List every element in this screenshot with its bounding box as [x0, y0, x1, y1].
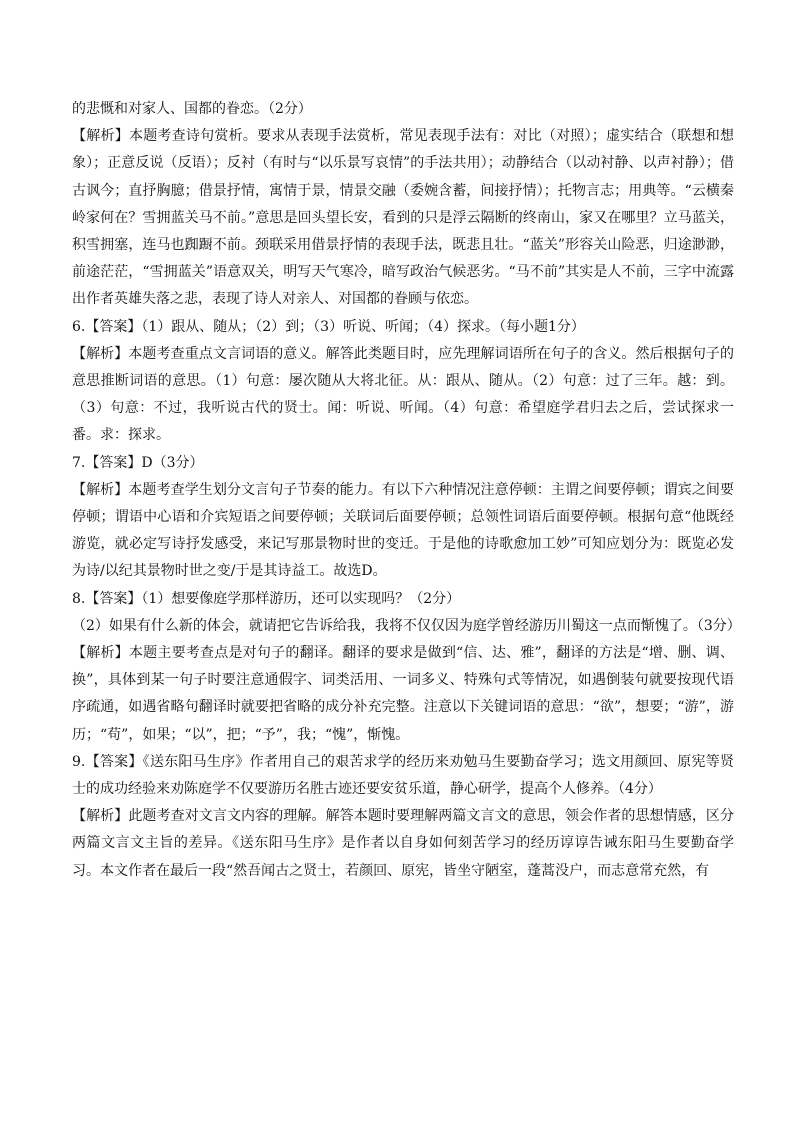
paragraph-analysis-5: 【解析】本题考查诗句赏析。要求从表现手法赏析，常见表现手法有：对比（对照）；虚实结合（联想和想象）；正意反说（反语）；反衬（有时与“以乐景写哀情”的手法共用）；动静结合（以动衬静、以声衬静）；借古讽今；直抒胸臆；借景抒情，寓情于景，情景交融（委婉含蓄，间接抒情）；托物言志；用典等。“云横秦岭家何在？雪拥蓝关马不前。”意思是回头望长安，看到的只是浮云隔断的终南山，家又在哪里？立马蓝关，积雪拥塞，连马也踟蹰不前。颈联采用借景抒情的表现手法，既悲且壮。“蓝关”形容关山险恶，归途渺渺，前途茫茫，“雪拥蓝关”语意双关，明写天气寒冷，暗写政治气候恶劣。“马不前”其实是人不前，三字中流露出作者英雄失落之悲，表现了诗人对亲人、对国都的眷顾与依恋。 [72, 128, 734, 308]
paragraph-analysis-6: 【解析】本题考查重点文言词语的意义。解答此类题目时，应先理解词语所在句子的含义。然后根据句子的意思推断词语的意思。（1）句意：屡次随从大将北征。从：跟从、随从。（2）句意：过了三年。越：到。（3）句意：不过，我听说古代的贤士。闻：听说、听闻。（4）句意：希望庭学君归去之后，尝试探求一番。求：探求。 [72, 345, 734, 444]
paragraph-continuation: 的悲慨和对家人、国都的眷恋。（2分） [72, 101, 312, 117]
paragraph-answer-8-1: 8.【答案】（1）想要像庭学那样游历，还可以实现吗？（2分） [72, 590, 461, 607]
paragraph-answer-6: 6.【答案】（1）跟从、随从；（2）到；（3）听说、听闻；（4）探求。（每小题1分） [72, 318, 585, 335]
paragraph-analysis-9: 【解析】此题考查对文言文内容的理解。解答本题时要理解两篇文言文的意思，领会作者的思想情感，区分两篇文言文主旨的差异。《送东阳马生序》是作者以自身如何刻苦学习的经历谆谆告诫东阳马生要勤奋学习。本文作者在最后一段“然吾闻古之贤士，若颜回、原宪，皆坐守陋室，蓬蒿没户，而志意常充然，有 [72, 808, 734, 879]
paragraph-answer-7: 7.【答案】D（3分） [72, 454, 204, 471]
paragraph-analysis-7: 【解析】本题考查学生划分文言句子节奏的能力。有以下六种情况注意停顿：主谓之间要停顿；谓宾之间要停顿；谓语中心语和介宾短语之间要停顿；关联词后面要停顿；总领性词语后面要停顿。根据句意“他既经游览，就必定写诗抒发感受，来记写那景物时世的变迁。于是他的诗歌愈加工妙”可知应划分为：既览必发为诗/以纪其景物时世之变/于是其诗益工。故选D。 [72, 481, 734, 580]
paragraph-analysis-8: 【解析】本题主要考查点是对句子的翻译。翻译的要求是做到“信、达、雅”，翻译的方法是“增、删、调、换”，具体到某一句子时要注意通假字、词类活用、一词多义、特殊句式等情况，如遇倒装句就要按现代语序疏通，如遇省略句翻译时就要把省略的成分补充完整。注意以下关键词语的意思：“欲”，想要；“游”，游历；“苟”，如果；“以”，把；“予”，我；“愧”，惭愧。 [72, 645, 734, 743]
paragraph-answer-8-2: （2）如果有什么新的体会，就请把它告诉给我，我将不仅仅因为庭学曾经游历川蜀这一点而惭愧了。（3分） [72, 617, 741, 634]
paragraph-answer-9: 9.【答案】《送东阳马生序》作者用自己的艰苦求学的经历来劝勉马生要勤奋学习；选文用颜回、原宪等贤士的成功经验来劝陈庭学不仅要游历名胜古迹还要安贫乐道，静心研学，提高个人修养。（4分） [72, 753, 734, 798]
